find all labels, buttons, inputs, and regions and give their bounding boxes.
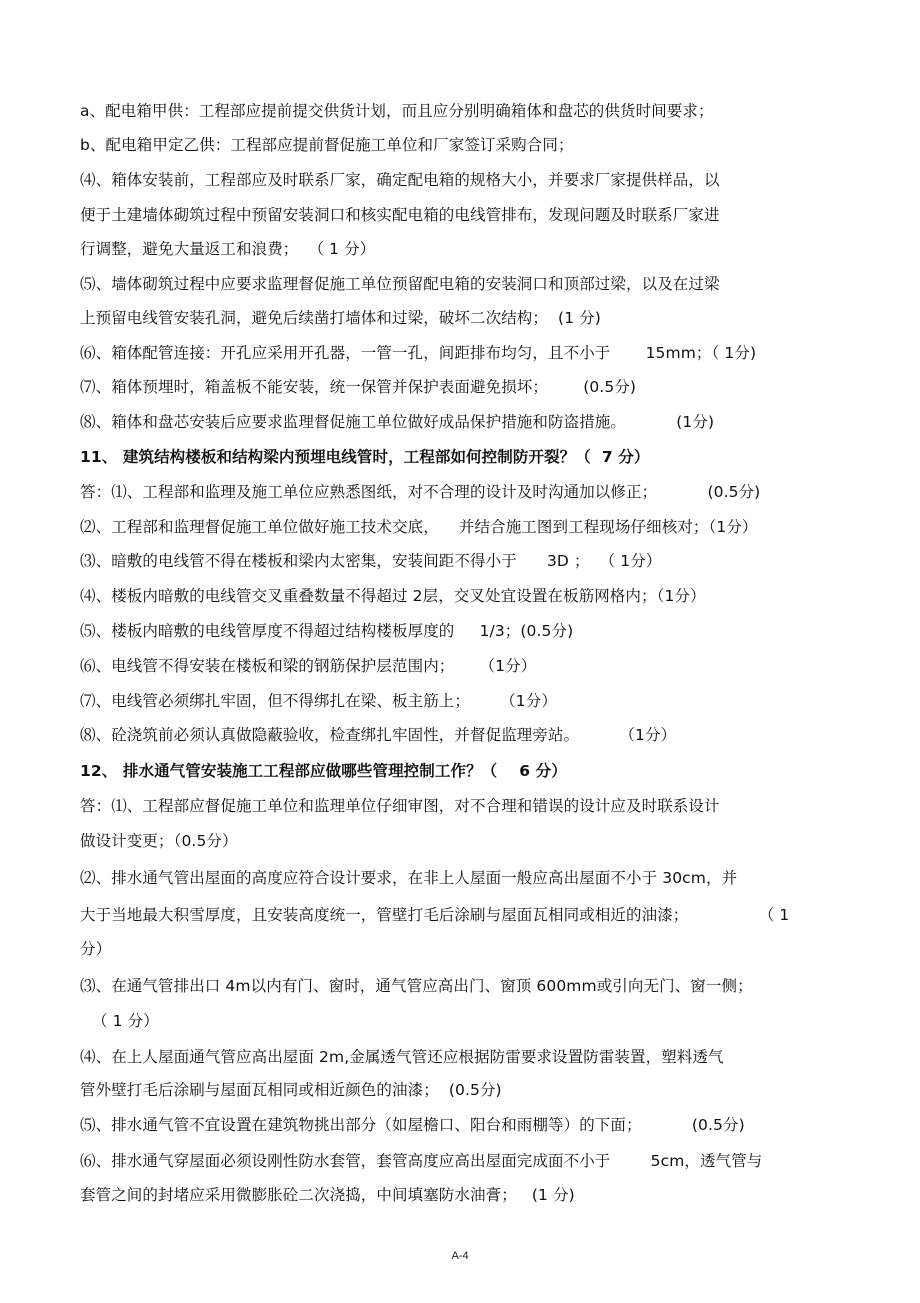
text-line: ⑺、箱体预埋时，箱盖板不能安装，统一保管并保护表面避免损坏； (0.5分): [80, 378, 637, 396]
text-line: ⑷、箱体安装前，工程部应及时联系厂家，确定配电箱的规格大小，并要求厂家提供样品，以: [80, 171, 720, 189]
text-line: ⑶、暗敷的电线管不得在楼板和梁内太密集，安装间距不得小于 3D ； （ 1分）: [80, 552, 662, 570]
text-line: 便于土建墙体砌筑过程中预留安装洞口和核实配电箱的电线管排布，发现问题及时联系厂家进: [80, 206, 720, 224]
text-line: ⑺、电线管必须绑扎牢固，但不得绑扎在梁、板主筋上； （1分）: [80, 692, 557, 710]
text-line: ⑹、排水通气穿屋面必须设刚性防水套管，套管高度应高出屋面完成面不小于 5cm，透气管与: [80, 1152, 763, 1170]
text-line: ⑵、排水通气管出屋面的高度应符合设计要求，在非上人屋面一般应高出屋面不小于 30cm，并: [80, 869, 738, 887]
text-line: 分）: [80, 940, 112, 958]
text-line: 行调整，避免大量返工和浪费； （ 1 分）: [80, 240, 376, 258]
text-line: ⑹、箱体配管连接：开孔应采用开孔器，一管一孔，间距排布均匀，且不小于 15mm；（ 1分): [80, 344, 757, 362]
question-heading: 11、 建筑结构楼板和结构梁内预埋电线管时，工程部如何控制防开裂？（ 7 分）: [80, 448, 650, 466]
text-line: b、配电箱甲定乙供：工程部应提前督促施工单位和厂家签订采购合同；: [80, 136, 574, 154]
text-line: 做设计变更；（0.5分）: [80, 832, 238, 850]
text-line: ⑸、楼板内暗敷的电线管厚度不得超过结构楼板厚度的 1/3；(0.5分): [80, 622, 574, 640]
text-line: ⑵、工程部和监理督促施工单位做好施工技术交底， 并结合施工图到工程现场仔细核对；（1分）: [80, 518, 758, 536]
question-heading: 12、 排水通气管安装施工工程部应做哪些管理控制工作？（ 6 分）: [80, 762, 567, 780]
text-line: a、配电箱甲供：工程部应提前提交供货计划，而且应分别明确箱体和盘芯的供货时间要求；: [80, 102, 714, 120]
text-line: ⑶、在通气管排出口 4m以内有门、窗时，通气管应高出门、窗顶 600mm或引向无门、窗一侧；: [80, 977, 753, 995]
text-line: 上预留电线管安装孔洞，避免后续凿打墙体和过梁，破坏二次结构； (1 分): [80, 309, 601, 327]
text-line: ⑹、电线管不得安装在楼板和梁的钢筋保护层范围内； （1分）: [80, 657, 537, 675]
text-line: ⑸、排水通气管不宜设置在建筑物挑出部分（如屋檐口、阳台和雨棚等）的下面； (0.5分): [80, 1116, 745, 1134]
text-line: ⑷、楼板内暗敷的电线管交叉重叠数量不得超过 2层，交叉处宜设置在板筋网格内；（1分）: [80, 587, 706, 605]
text-line: 套管之间的封堵应采用微膨胀砼二次浇捣，中间填塞防水油膏； (1 分): [80, 1186, 575, 1204]
text-line: ⑻、箱体和盘芯安装后应要求监理督促施工单位做好成品保护措施和防盗措施。 (1分): [80, 413, 715, 431]
text-line: ⑸、墙体砌筑过程中应要求监理督促施工单位预留配电箱的安装洞口和顶部过梁，以及在过梁: [80, 275, 720, 293]
text-line: 管外壁打毛后涂刷与屋面瓦相同或相近颜色的油漆； (0.5分): [80, 1081, 502, 1099]
text-line: 大于当地最大积雪厚度，且安装高度统一，管壁打毛后涂刷与屋面瓦相同或相近的油漆； （ 1: [80, 906, 790, 924]
text-line: ⑷、在上人屋面通气管应高出屋面 2m,金属透气管还应根据防雷要求设置防雷装置，塑料透气: [80, 1048, 724, 1066]
text-line: （ 1 分）: [92, 1012, 159, 1030]
text-line: ⑻、砼浇筑前必须认真做隐蔽验收，检查绑扎牢固性，并督促监理旁站。 （1分）: [80, 726, 677, 744]
text-line: 答：⑴、工程部和监理及施工单位应熟悉图纸，对不合理的设计及时沟通加以修正； (0.5分): [80, 483, 761, 501]
text-line: 答：⑴、工程部应督促施工单位和监理单位仔细审图，对不合理和错误的设计应及时联系设计: [80, 797, 720, 815]
page-number: A-4: [451, 1250, 469, 1262]
